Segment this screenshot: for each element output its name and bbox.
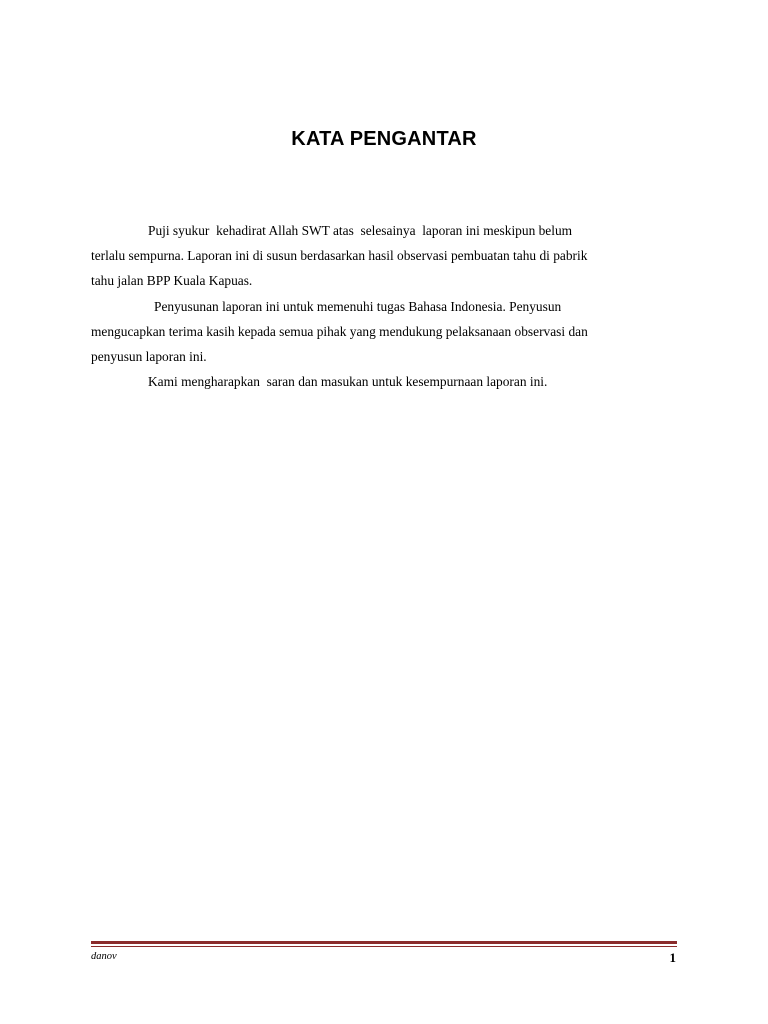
paragraph-2-line-2: mengucapkan terima kasih kepada semua pihak yang mendukung pelaksanaan observasi dan [91,323,588,339]
footer-rule-thin [91,946,677,947]
paragraph-1-line-1: Puji syukur kehadirat Allah SWT atas selesainya laporan ini meskipun belum [148,223,573,238]
page-title: KATA PENGANTAR [291,128,477,150]
paragraph-1-line-3: tahu jalan BPP Kuala Kapuas. [91,273,253,289]
footer-rule [91,941,677,944]
page-number: 1 [669,950,676,965]
paragraph-2-line-3: penyusun laporan ini. [91,349,207,365]
paragraph-2-line-1: Penyusunan laporan ini untuk memenuhi tugas Bahasa Indonesia. Penyusun [154,298,562,314]
paragraph-3-line-1: Kami mengharapkan saran dan masukan untuk kesempurnaan laporan ini. [148,374,548,390]
document-body [91,218,669,394]
paragraph-1-line-2: terlalu sempurna. Laporan ini di susun berdasarkan hasil observasi pembuatan tahu di pabrik [91,248,588,264]
footer-author: danov [91,951,117,962]
